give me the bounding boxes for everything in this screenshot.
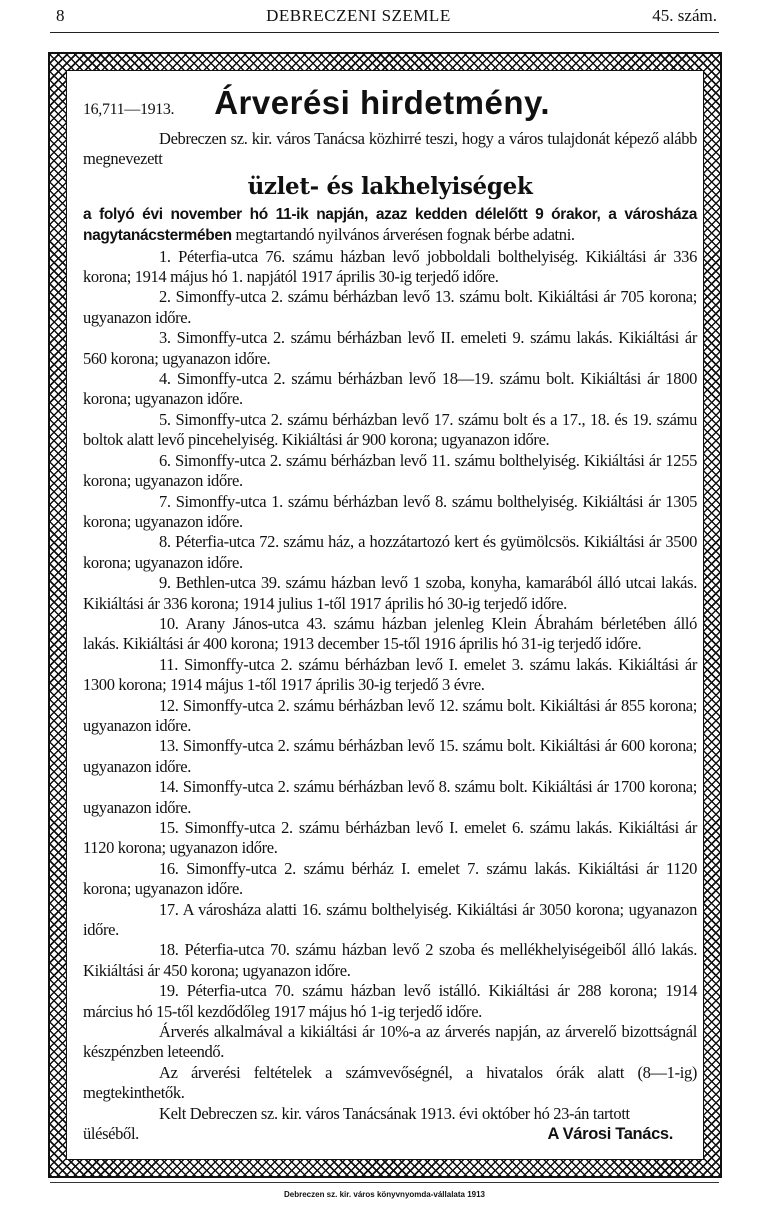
list-item: 13. Simonffy-utca 2. számu bérházban levő 15. számu bolt. Kikiáltási ár 600 korona; ugyanazon időre. <box>83 736 697 776</box>
list-item: 11. Simonffy-utca 2. számu bérházban levő I. emelet 3. számu lakás. Kikiáltási ár 1300 korona; 1914 május 1-től 1917 április 30-ig terjedő 3 évre. <box>83 654 697 695</box>
running-header <box>56 0 717 32</box>
list-item: 14. Simonffy-utca 2. számu bérházban levő 8. számu bolt. Kikiáltási ár 1700 korona; ugyanazon időre. <box>83 777 697 817</box>
subtitle: üzlet- és lakhelyiségek <box>247 172 533 200</box>
list-item: 1. Péterfia-utca 76. számu házban levő jobboldali bolthelyiség. Kikiáltási ár 336 korona; 1914 május hó 1. napjától 1917 április 30-ig terjedő időre. <box>83 246 697 287</box>
list-item: 3. Simonffy-utca 2. számu bérházban levő II. emeleti 9. számu lakás. Kikiáltási ár 560 korona; ugyanazon időre. <box>83 328 697 368</box>
item-list <box>83 247 697 1022</box>
notice-panel <box>66 70 704 1160</box>
conditions-paragraph: Az árverési feltételek a számvevőségnél, a hivatalos órák alatt (8—1-ig) megtekinthetők. <box>83 1062 697 1103</box>
list-item: 10. Arany János-utca 43. számu házban jelenleg Klein Ábrahám bérletében álló lakás. Kikiáltási ár 400 korona; 1913 december 15-től 1916 április hó 31-ig terjedő időre. <box>83 613 697 654</box>
list-item: 5. Simonffy-utca 2. számu bérházban levő 17. számu bolt és a 17., 18. és 19. számu boltok alatt levő pincehelyiség. Kikiáltási ár 900 korona; ugyanazon időre. <box>83 409 697 450</box>
list-item: 9. Bethlen-utca 39. számu házban levő 1 szoba, konyha, kamarából álló utcai lakás. Kikiáltási ár 336 korona; 1914 julius 1-től 1917 április hó 30-ig terjedő időre. <box>83 573 697 613</box>
intro: Debreczen sz. kir. város Tanácsa közhirré teszi, hogy a város tulajdonát képező alább megnevezett <box>83 129 697 169</box>
dated-line: Kelt Debreczen sz. kir. város Tanácsának 1913. évi október hó 23-án tartott <box>159 1103 630 1123</box>
page-number: 8 <box>56 6 65 25</box>
list-item: 16. Simonffy-utca 2. számu bérház I. emelet 7. számu lakás. Kikiáltási ár 1120 korona; ugyanazon időre. <box>83 858 697 899</box>
list-item: 7. Simonffy-utca 1. számu bérházban levő 8. számu bolthelyiség. Kikiáltási ár 1305 korona; ugyanazon időre. <box>83 491 697 531</box>
notice-body <box>83 83 697 1145</box>
list-item: 6. Simonffy-utca 2. számu bérházban levő 11. számu bolthelyiség. Kikiáltási ár 1255 korona; ugyanazon időre. <box>83 450 697 491</box>
list-item: 2. Simonffy-utca 2. számu bérházban levő 13. számu bolt. Kikiáltási ár 705 korona; ugyanazon időre. <box>83 287 697 327</box>
lead-paragraph <box>83 204 697 247</box>
list-item: 12. Simonffy-utca 2. számu bérházban levő 12. számu bolt. Kikiáltási ár 855 korona; ugyanazon időre. <box>83 695 697 735</box>
notice-number: 16,711—1913. <box>83 101 175 118</box>
notice-title: Árverési hirdetmény. <box>214 84 551 121</box>
deposit-paragraph: Árverés alkalmával a kikiáltási ár 10%-a az árverés napján, az árverelő bizottságnál készpénzben leteendő. <box>83 1022 697 1062</box>
list-item: 8. Péterfia-utca 72. számu ház, a hozzátartozó kert és gyümölcsös. Kikiáltási ár 3500 korona; ugyanazon időre. <box>83 532 697 572</box>
list-item: 15. Simonffy-utca 2. számu bérházban levő I. emelet 6. számu lakás. Kikiáltási ár 1120 korona; ugyanazon időre. <box>83 818 697 858</box>
list-item: 4. Simonffy-utca 2. számu bérházban levő 18—19. számu bolt. Kikiáltási ár 1800 korona; ugyanazon időre. <box>83 369 697 409</box>
ornamental-border <box>48 52 722 1178</box>
journal-title: DEBRECZENI SZEMLE <box>266 6 451 25</box>
list-item: 18. Péterfia-utca 70. számu házban levő 2 szoba és mellékhelyiségeiből álló lakás. Kikiáltási ár 450 korona; ugyanazon időre. <box>83 940 697 980</box>
issue-number: 45. szám. <box>652 6 717 25</box>
signature: A Városi Tanács. <box>547 1125 673 1144</box>
lead-bold: a folyó évi november hó 11-ik napján, azaz kedden délelőtt 9 órakor, a városháza nagytanácstermében <box>83 205 697 245</box>
dated-end: üléséből. <box>83 1124 139 1144</box>
printer-imprint: Debreczen sz. kir. város könyvnyomda-vállalata 1913 <box>284 1189 485 1199</box>
lead-rest: megtartandó nyilvános árverésen fognak bérbe adatni. <box>231 225 575 245</box>
list-item: 19. Péterfia-utca 70. számu házban levő istálló. Kikiáltási ár 288 korona; 1914 március hó 15-től kezdődőleg 1917 május hó 1-ig terjedő időre. <box>83 981 697 1021</box>
list-item: 17. A városháza alatti 16. számu bolthelyiség. Kikiáltási ár 3050 korona; ugyanazon időre. <box>83 899 697 940</box>
header-rule <box>50 32 719 33</box>
